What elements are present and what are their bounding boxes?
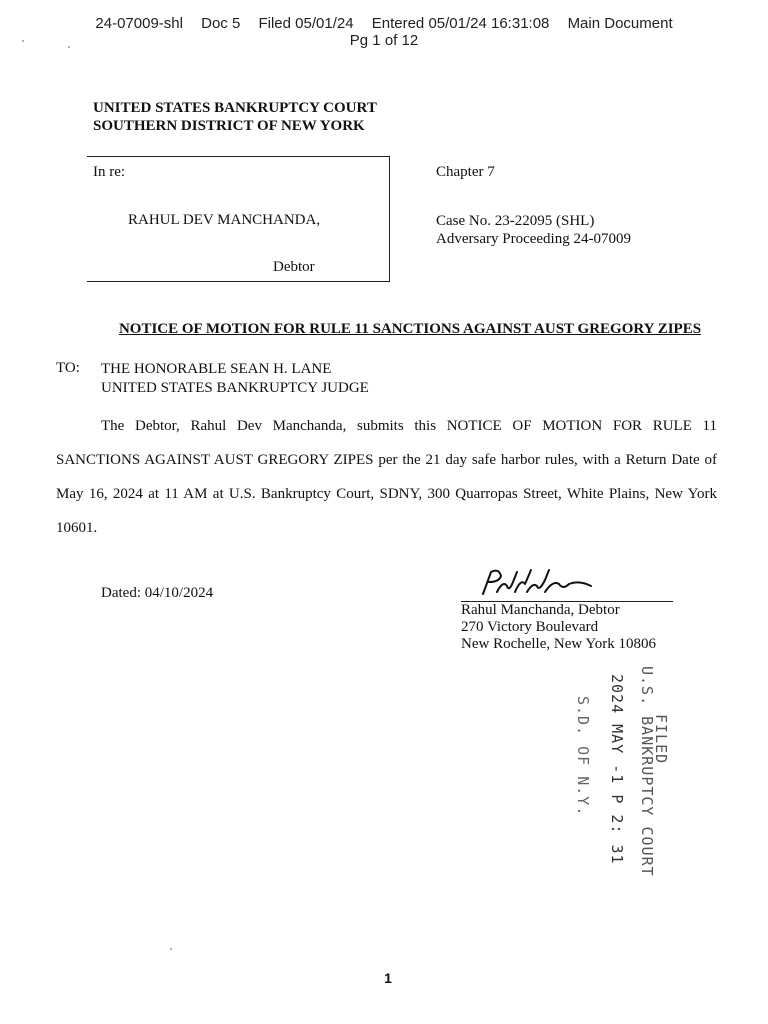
in-re-label: In re: [93, 164, 126, 180]
case-info [436, 212, 631, 248]
filing-header [0, 15, 768, 32]
stamp-filed: FILED [652, 714, 670, 765]
signer-address-1: 270 Victory Boulevard [461, 619, 599, 635]
court-line-1: UNITED STATES BANKRUPTCY COURT [93, 100, 377, 116]
signer-address-2: New Rochelle, New York 10806 [461, 636, 656, 652]
scan-speck [170, 948, 172, 950]
body-line-3: May 16, 2024 at 11 AM at U.S. Bankruptcy Court, SDNY, 300 Quarropas Street, White Plains, New York [56, 486, 717, 502]
header-type: Main Document [567, 15, 673, 32]
stamp-court: U.S. BANKRUPTCY COURT [638, 666, 656, 877]
page-number: 1 [384, 970, 392, 986]
judge-name: THE HONORABLE SEAN H. LANE [101, 361, 332, 377]
stamp-date: 2024 MAY -1 P 2: 31 [608, 674, 626, 865]
scan-speck [68, 46, 70, 48]
scan-speck [22, 40, 24, 42]
dated-line: Dated: 04/10/2024 [101, 585, 214, 601]
court-line-2: SOUTHERN DISTRICT OF NEW YORK [93, 118, 365, 134]
debtor-role: Debtor [273, 259, 315, 275]
signer-name: Rahul Manchanda, Debtor [461, 602, 620, 618]
case-number: Case No. 23-22095 (SHL) [436, 213, 595, 229]
filing-stamp [560, 666, 670, 877]
document-title: NOTICE OF MOTION FOR RULE 11 SANCTIONS AGAINST AUST GREGORY ZIPES [118, 321, 702, 337]
header-case: 24-07009-shl [95, 15, 183, 32]
stamp-district: S.D. OF N.Y. [574, 696, 592, 817]
judge-title: UNITED STATES BANKRUPTCY JUDGE [101, 380, 369, 396]
chapter-label: Chapter 7 [436, 164, 495, 180]
header-filed: Filed 05/01/24 [258, 15, 354, 32]
header-entered: Entered 05/01/24 16:31:08 [371, 15, 550, 32]
body-line-2: SANCTIONS AGAINST AUST GREGORY ZIPES per the 21 day safe harbor rules, with a Return Date of [56, 452, 717, 468]
to-addressee [101, 360, 369, 398]
debtor-party: RAHUL DEV MANCHANDA, [128, 212, 321, 228]
signature-block [461, 602, 656, 653]
header-doc: Doc 5 [201, 15, 241, 32]
handwritten-signature [475, 564, 595, 600]
adversary-number: Adversary Proceeding 24-07009 [436, 231, 631, 247]
body-line-4: 10601. [56, 520, 98, 536]
to-label: TO: [56, 360, 80, 376]
court-name [93, 99, 377, 135]
body-line-1: The Debtor, Rahul Dev Manchanda, submits this NOTICE OF MOTION FOR RULE 11 [101, 418, 717, 434]
header-page: Pg 1 of 12 [349, 32, 419, 49]
